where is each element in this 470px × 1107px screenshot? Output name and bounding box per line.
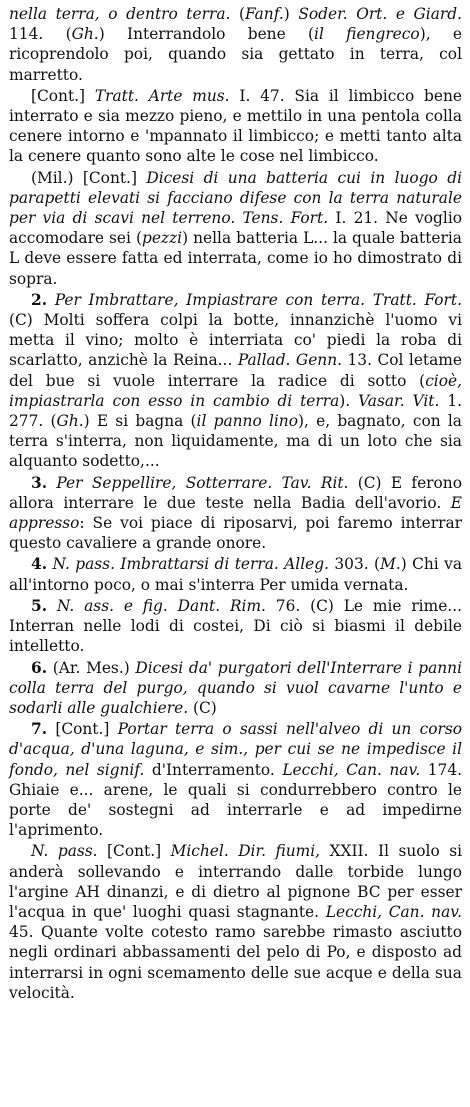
italic-run: Portar terra o sassi nell'alveo di un corso d'acqua, d'una laguna, e sim., per cui se ne impedisce il fondo, nel signif. <box>9 720 462 779</box>
sense-number: 6. <box>31 658 48 677</box>
sense-number: 2. <box>31 290 48 309</box>
italic-run: Dicesi di una batteria cui in luogo di parapetti elevati si facciano difese con la terra naturale per via di scavi nel terreno. Tens. Fort. <box>9 168 462 228</box>
text-run: [Cont.] <box>31 86 95 105</box>
italic-run: nella terra, o dentro terra. <box>9 5 231 23</box>
text-run: [Cont.] <box>97 842 171 861</box>
text-run: ) E si bagna ( <box>83 412 197 431</box>
italic-run: N. pass. <box>31 842 98 861</box>
italic-run: Gh. <box>71 25 99 44</box>
text-run: (Ar. Mes.) <box>47 658 136 677</box>
text-run: ). <box>339 391 359 410</box>
italic-run: N. ass. e fig. Dant. Rim. <box>56 596 266 615</box>
text-run: ( <box>230 5 245 23</box>
entry-paragraph <box>9 4 462 85</box>
italic-run: N. pass. Imbrattarsi di terra. Alleg. <box>52 555 329 574</box>
sense-number: 7. <box>31 720 48 739</box>
italic-run: Per Imbrattare, Impiastrare con terra. Tratt. Fort. <box>54 290 462 309</box>
italic-run: E appresso <box>9 493 462 533</box>
entry-paragraph <box>9 554 462 594</box>
text-run: [Cont.] <box>47 720 118 739</box>
text-run: I. 21. Ne voglio accomodare sei ( <box>9 209 463 248</box>
text-run: (C) E ferono allora interrare le due teste nella Badia dell'avorio. <box>9 473 462 512</box>
text-run: ) nella batteria L... la quale batteria L deve essere fatta ed interrata, come io ho dimostrato di sopra. <box>9 229 462 288</box>
text-run: I. 47. Sia il limbicco bene interrato e sia mezzo pieno, e mettilo in una pentola colla cenere intorno e 'mpannato il limbicco; e metti tanto alta la cenere quanto sono alte le cose nel limbicco. <box>9 86 462 166</box>
sense-number: 5. <box>31 596 48 615</box>
text-run: d'Interramento. <box>144 760 283 779</box>
text-run: ), e, bagnato, con la terra s'interra, non liquidamente, ma di un loto che sia alquanto sodetto,... <box>9 412 462 471</box>
entry-paragraph <box>9 86 462 167</box>
italic-run: Lecchi, Can. nav. <box>282 760 421 779</box>
italic-run: Fanf. <box>244 5 284 23</box>
text-run <box>47 474 56 492</box>
text-run: ) Chi va all'intorno poco, o mai s'interra Per umida vernata. <box>9 555 462 594</box>
text-run: (Mil.) [Cont.] <box>31 168 147 187</box>
entry-paragraph <box>9 473 462 554</box>
italic-run: Vasar. Vit. <box>358 391 440 410</box>
text-run: XXII. Il suolo si anderà sollevando e interrando dalle torbide lungo l'argine AH dinanzi, e di dietro al pignone BC per esser l'acqua in que' luoghi quasi stagnante. <box>9 842 463 921</box>
text-run: 114. ( <box>9 25 72 44</box>
text-run: (C) Molti soffera colpi la botte, innanzichè l'uomo vi metta il vino; molto è interriata co' piedi la roba di scarlatto, anzichè la Reina... <box>9 311 462 370</box>
italic-run: Michel. Dir. fiumi, <box>170 842 321 861</box>
entry-paragraph <box>9 168 462 289</box>
italic-run: Soder. Ort. e Giard. <box>298 5 462 23</box>
entry-paragraph <box>9 658 462 719</box>
italic-run: Per Seppellire, Sotterrare. Tav. Rit. <box>56 473 349 492</box>
sense-number: 4. <box>31 555 48 574</box>
italic-run: Gh. <box>56 412 84 431</box>
text-run: 13. Col letame del bue si vuole interrare la radice di sotto ( <box>9 351 462 390</box>
text-run: : Se voi piace di riposarvi, poi faremo interrar questo cavaliere a grande onore. <box>9 514 462 553</box>
text-run: 1. 277. ( <box>9 391 462 431</box>
italic-run: il panno lino <box>196 412 298 431</box>
text-run: ) Interrandolo bene ( <box>98 25 315 44</box>
italic-run: Lecchi, Can. nav. <box>325 902 463 921</box>
entry-paragraph <box>9 719 462 840</box>
italic-run: Pallad. Genn. <box>237 351 343 370</box>
text-run: 174. Ghiaie e... arene, le quali si condurrebbero contro le porte de' sostegni ad interrarle e ad impedirne l'aprimento. <box>9 760 462 840</box>
italic-run: pezzi <box>141 229 183 248</box>
entry-paragraph <box>9 596 462 657</box>
sense-number: 3. <box>31 473 48 492</box>
text-run: 45. Quante volte cotesto ramo sarebbe rimasto asciutto negli ordinari abbassamenti del pelo di Po, e disposto ad interrarsi in ogni scemamento delle sue acque e della sua velocità. <box>9 923 462 1002</box>
text-run: ), e ricoprendolo poi, quando sia gettato in terra, col marretto. <box>9 25 463 84</box>
entry-paragraph <box>9 290 462 472</box>
italic-run: Tratt. Arte mus. <box>94 86 230 105</box>
text-run: ) <box>283 5 299 23</box>
italic-run: M. <box>380 555 401 574</box>
text-run <box>47 597 57 615</box>
text-run: (C) <box>188 698 217 717</box>
text-run <box>47 291 55 309</box>
italic-run: Dicesi da' purgatori dell'Interrare i panni colla terra del purgo, quando si vuol cavarne l'unto e sodarli alle gualchiere. <box>9 658 462 717</box>
entry-paragraph <box>9 841 462 1003</box>
text-run: 303. ( <box>329 555 381 574</box>
text-run: 76. (C) Le mie rime... Interran nelle lodi di costei, Di ciò si biasmi il debile intelletto. <box>9 596 462 656</box>
italic-run: cioè, impiastrarla con esso in cambio di terra <box>9 371 462 410</box>
italic-run: il fiengreco <box>314 25 420 44</box>
